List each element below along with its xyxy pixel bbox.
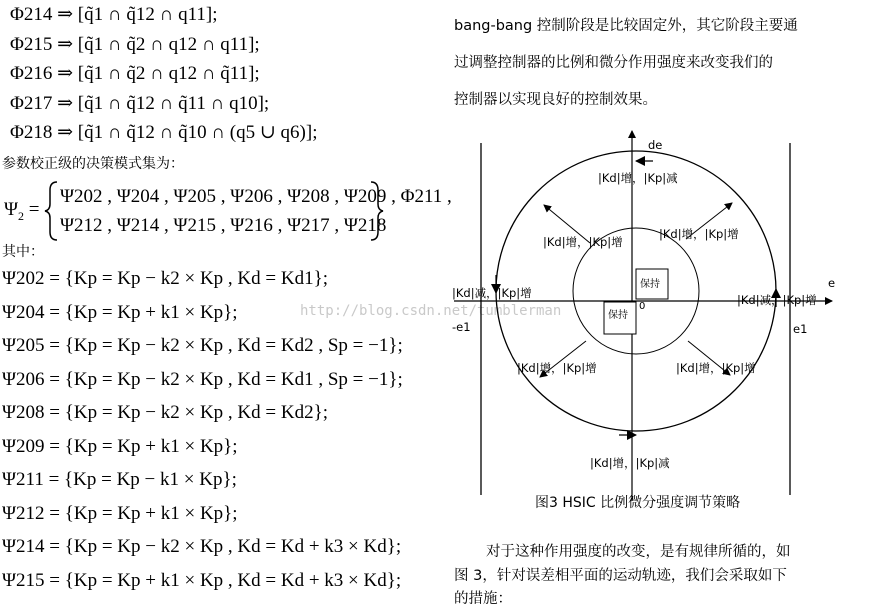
- neg-e1-label: -e1: [452, 320, 471, 334]
- bottom-outer-label: |Kd|增，|Kp|减: [590, 456, 670, 470]
- hold-label-1: 保持: [640, 279, 660, 290]
- diag-upper-left-label: |Kd|增，|Kp|增: [543, 235, 623, 249]
- phi-line-1: Φ214 ⇒ [q̃1 ∩ q̃12 ∩ q11];: [10, 4, 218, 25]
- outro-line-2: 图 3，针对误差相平面的运动轨迹，我们会采取如下: [454, 568, 787, 584]
- psi-line-10: Ψ215 = {Kp = Kp + k1 × Kp , Kd = Kd + k3 × Kd};: [2, 569, 402, 591]
- e-axis-label: e: [828, 276, 836, 290]
- diag-lower-left-label: |Kd|增，|Kp|增: [517, 361, 597, 375]
- intro-line-3: 控制器以实现良好的控制效果。: [454, 92, 657, 108]
- psi-line-8: Ψ212 = {Kp = Kp + k1 × Kp};: [2, 502, 238, 524]
- psi-line-9: Ψ214 = {Kp = Kp − k2 × Kp , Kd = Kd + k3 × Kd};: [2, 536, 402, 557]
- de-axis-label: de: [648, 138, 663, 152]
- phi-line-4: Φ217 ⇒ [q̃1 ∩ q̃12 ∩ q̃11 ∩ q10];: [10, 92, 270, 114]
- phi-line-5: Φ218 ⇒ [q̃1 ∩ q̃12 ∩ q̃10 ∩ (q5 ∪ q6)];: [10, 122, 318, 143]
- psi-line-3: Ψ205 = {Kp = Kp − k2 × Kp , Kd = Kd2 , Sp = −1};: [2, 335, 403, 356]
- left-outer-label: |Kd|减，|Kp|增: [452, 286, 532, 300]
- top-outer-label: |Kd|增，|Kp|减: [598, 171, 678, 185]
- set-intro-text: 参数校正级的决策模式集为：: [2, 156, 184, 172]
- diag-upper-right-label: |Kd|增，|Kp|增: [659, 227, 739, 241]
- right-outer-label: |Kd|减，|Kp|增: [737, 293, 817, 307]
- left-brace: [44, 180, 60, 242]
- intro-line-1: bang-bang 控制阶段是比较固定外，其它阶段主要通: [454, 18, 798, 34]
- phi-line-2: Φ215 ⇒ [q̃1 ∩ q̃2 ∩ q12 ∩ q11];: [10, 33, 260, 55]
- where-text: 其中：: [2, 244, 44, 260]
- psi-line-2: Ψ204 = {Kp = Kp + k1 × Kp};: [2, 301, 238, 323]
- psi-line-4: Ψ206 = {Kp = Kp − k2 × Kp , Kd = Kd1 , Sp = −1};: [2, 368, 403, 390]
- e1-label: e1: [793, 322, 808, 336]
- origin-label: 0: [639, 301, 646, 312]
- outro-line-3: 的措施：: [454, 591, 512, 607]
- psi-line-6: Ψ209 = {Kp = Kp + k1 × Kp};: [2, 435, 238, 457]
- outro-line-1: 对于这种作用强度的改变，是有规律所循的，如: [486, 544, 791, 560]
- figure-caption: 图3 HSIC 比例微分强度调节策略: [535, 495, 741, 511]
- set-lhs: $\Psi_2$ =: [4, 199, 40, 223]
- watermark: http://blog.csdn.net/tumblerman: [300, 303, 562, 319]
- psi-line-5: Ψ208 = {Kp = Kp − k2 × Kp , Kd = Kd2};: [2, 402, 328, 423]
- set-row-2: Ψ212 , Ψ214 , Ψ215 , Ψ216 , Ψ217 , Ψ218: [60, 215, 387, 236]
- psi-line-1: Ψ202 = {Kp = Kp − k2 × Kp , Kd = Kd1};: [2, 268, 328, 289]
- set-row-1: Ψ202 , Ψ204 , Ψ205 , Ψ206 , Ψ208 , Ψ209 , Φ211 ,: [60, 186, 452, 207]
- diag-lower-right-label: |Kd|增，|Kp|增: [676, 361, 756, 375]
- phi-line-3: Φ216 ⇒ [q̃1 ∩ q̃2 ∩ q12 ∩ q̃11];: [10, 63, 260, 84]
- hold-label-2: 保持: [608, 310, 628, 321]
- psi-line-7: Ψ211 = {Kp = Kp − k1 × Kp};: [2, 469, 237, 490]
- intro-line-2: 过调整控制器的比例和微分作用强度来改变我们的: [454, 55, 773, 71]
